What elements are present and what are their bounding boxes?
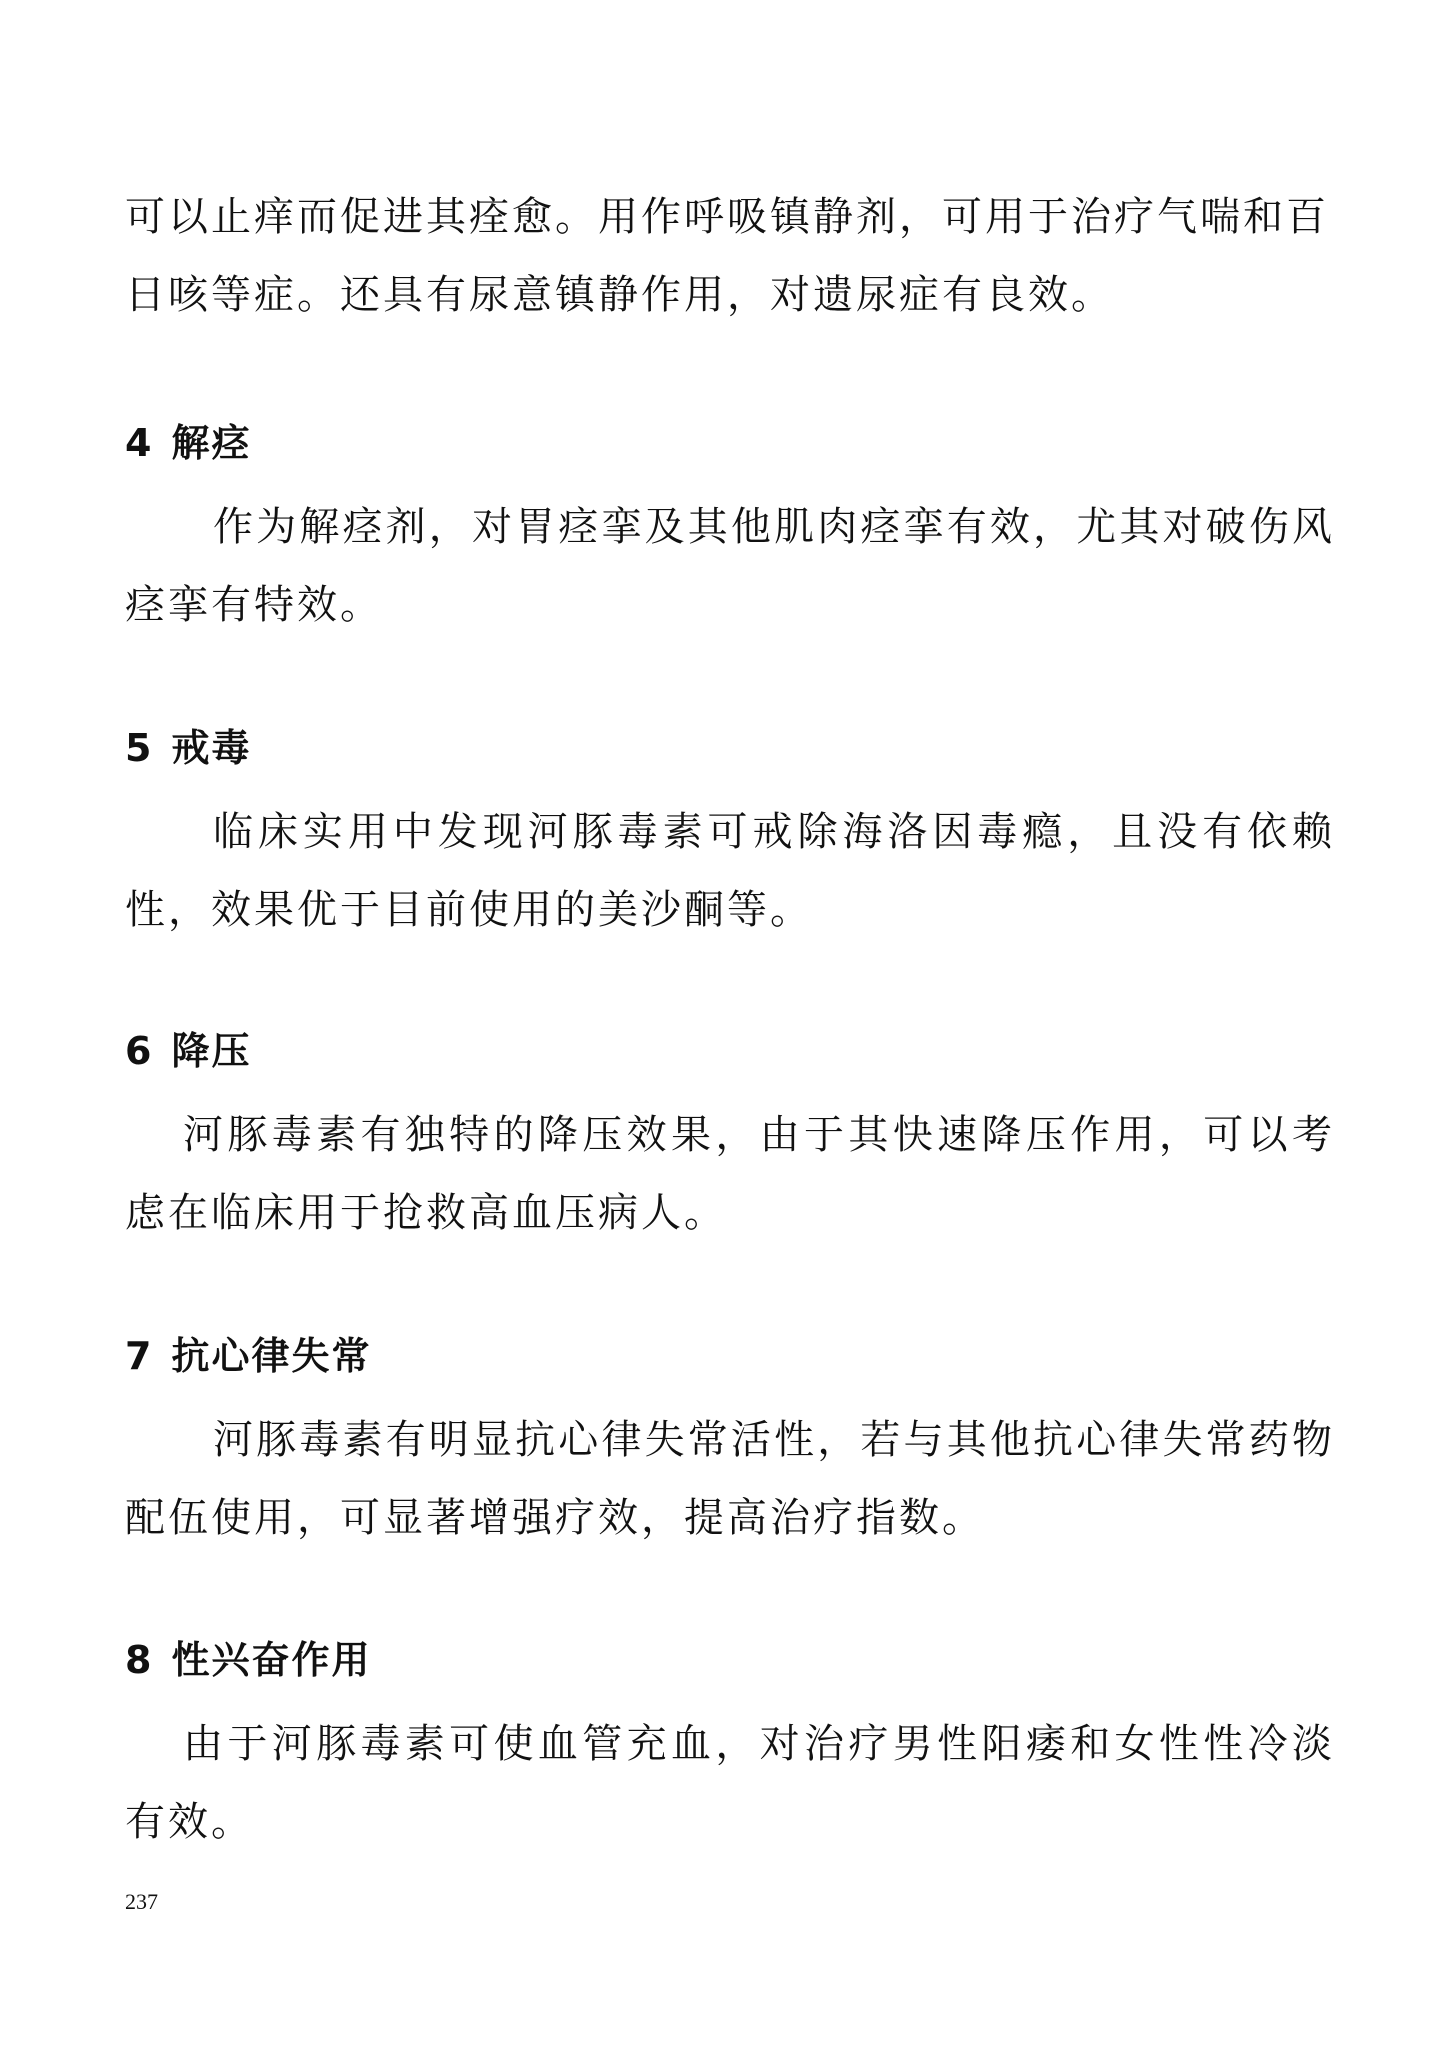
section-body: 河豚毒素有明显抗心律失常活性，若与其他抗心律失常药物配伍使用，可显著增强疗效，提高治疗指数。 <box>125 1417 1335 1541</box>
section-4-antispasmodic <box>125 418 1335 644</box>
section-7-antiarrhythmic <box>125 1331 1335 1557</box>
section-heading <box>125 1331 1335 1381</box>
page-number: 237 <box>125 1889 158 1914</box>
section-5-detox <box>125 723 1335 949</box>
section-heading <box>125 723 1335 773</box>
section-number: 7 <box>125 1334 154 1378</box>
section-body: 临床实用中发现河豚毒素可戒除海洛因毒瘾，且没有依赖性，效果优于目前使用的美沙酮等。 <box>125 809 1335 933</box>
intro-paragraph: 可以止痒而促进其痊愈。用作呼吸镇静剂，可用于治疗气喘和百日咳等症。还具有尿意镇静作用，对遗尿症有良效。 <box>125 194 1329 318</box>
section-6-antihypertensive <box>125 1026 1335 1252</box>
section-number: 6 <box>125 1029 154 1073</box>
section-8-sexual-stimulant <box>125 1635 1335 1861</box>
section-title: 性兴奋作用 <box>171 1638 372 1682</box>
section-title: 抗心律失常 <box>171 1334 372 1378</box>
section-title: 戒毒 <box>171 726 252 770</box>
section-title: 降压 <box>171 1029 252 1073</box>
section-number: 8 <box>125 1638 154 1682</box>
section-body: 作为解痉剂，对胃痉挛及其他肌肉痉挛有效，尤其对破伤风痉挛有特效。 <box>125 504 1335 628</box>
section-body: 河豚毒素有独特的降压效果，由于其快速降压作用，可以考虑在临床用于抢救高血压病人。 <box>125 1112 1335 1236</box>
section-number: 5 <box>125 726 154 770</box>
section-body: 由于河豚毒素可使血管充血，对治疗男性阳痿和女性性冷淡有效。 <box>125 1721 1335 1845</box>
section-number: 4 <box>125 421 154 465</box>
section-heading <box>125 1026 1335 1076</box>
section-heading <box>125 1635 1335 1685</box>
section-heading <box>125 418 1335 468</box>
section-title: 解痉 <box>171 421 252 465</box>
